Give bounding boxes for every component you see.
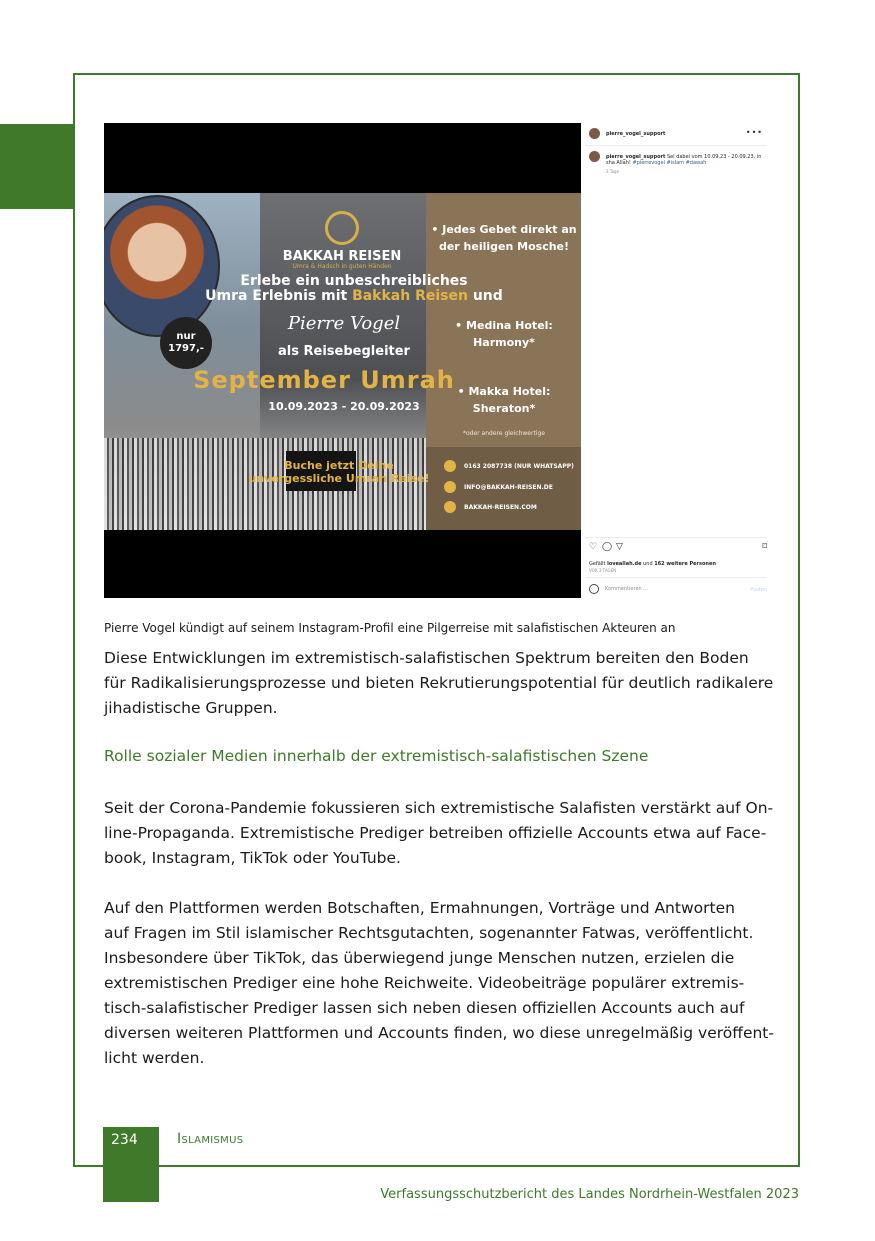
contact-email-text: INFO@BAKKAH-REISEN.DE [464, 483, 553, 491]
likes-suffix: und [641, 561, 655, 567]
caption-text: Sei dabei vom 10.09.23 - 20.09.23, in sha Allah! [606, 154, 762, 166]
headline-2-end: und [467, 288, 503, 304]
paragraph-line: line-Propaganda. Extremistische Prediger betreiben offizielle Accounts etwa auf Face- [104, 824, 767, 842]
likes-line [589, 561, 716, 567]
advert-headline-2 [204, 288, 504, 304]
paragraph-line: licht werden. [104, 1049, 205, 1067]
paragraph-line: book, Instagram, TikTok oder YouTube. [104, 849, 401, 867]
bakkah-logo-icon [325, 211, 359, 245]
caption-avatar[interactable] [589, 151, 600, 162]
post-media [104, 123, 581, 598]
contact-phone [444, 460, 579, 472]
price-prefix: nur [176, 331, 196, 342]
account-avatar[interactable] [589, 128, 600, 139]
caption-age: 3 Tage [606, 169, 620, 174]
paragraph-line: tisch-salafistischer Prediger lassen sich neben diesen offiziellen Accounts auch auf [104, 999, 745, 1017]
paragraph-2 [104, 796, 774, 871]
heart-icon[interactable]: ♡ [589, 542, 598, 552]
divider [585, 145, 767, 146]
paragraph-line: auf Fragen im Stil islamischer Rechtsgutachten, sogenannter Fatwas, veröffentlicht. [104, 924, 754, 942]
advert-note: *oder andere gleichwertige [463, 430, 545, 437]
more-options-icon[interactable]: ••• [745, 128, 763, 137]
section-heading: Rolle sozialer Medien innerhalb der extremistisch-salafistischen Szene [104, 747, 649, 765]
contact-web-text: BAKKAH-REISEN.COM [464, 503, 537, 511]
advert-bullet-3: • Makka Hotel: Sheraton* [457, 385, 551, 415]
location-icon [444, 501, 456, 513]
account-handle[interactable]: pierre_vogel_support [606, 131, 666, 137]
umrah-advert [104, 193, 581, 530]
instagram-sidebar [581, 123, 769, 598]
divider [585, 537, 767, 538]
cta-line-1: Buche jetzt Deine [284, 459, 394, 472]
paragraph-line: diversen weiteren Plattformen und Accounts finden, wo diese unregelmäßig veröffent- [104, 1024, 774, 1042]
cta-line-2: unvergessliche Umrah Reise! [248, 472, 430, 485]
caption-hashtags[interactable]: #pierrevogel #islam #dawah [632, 160, 707, 166]
paragraph-line: Seit der Corona-Pandemie fokussieren sich extremistische Salafisten verstärkt auf On- [104, 799, 774, 817]
advert-bullet-2: • Medina Hotel: Harmony* [455, 319, 553, 349]
divider [585, 577, 767, 578]
page-number: 234 [111, 1132, 138, 1148]
figure-caption: Pierre Vogel kündigt auf seinem Instagram-Profil eine Pilgerreise mit salafistischen Akteuren an [104, 621, 676, 635]
likes-user[interactable]: loveallah.de [607, 561, 642, 567]
emoji-icon[interactable] [589, 584, 599, 594]
paragraph-line: Diese Entwicklungen im extremistisch-salafistischen Spektrum bereiten den Boden [104, 649, 749, 667]
comment-icon[interactable]: ◯ [602, 542, 613, 552]
price-badge [160, 317, 212, 369]
headline-2-text: Umra Erlebnis mit [205, 288, 353, 304]
contact-phone-text: 0163 2087738 (NUR WHATSAPP) [464, 462, 574, 470]
comment-input[interactable] [589, 584, 767, 594]
comment-placeholder: Kommentieren ... [605, 586, 649, 592]
post-caption [606, 154, 766, 166]
paragraph-line: Auf den Plattformen werden Botschaften, Ermahnungen, Vorträge und Antworten [104, 899, 735, 917]
post-comment-button[interactable]: Posten [750, 587, 767, 593]
likes-prefix: Gefällt [589, 561, 608, 567]
page-number-box [103, 1127, 159, 1202]
paragraph-line: Insbesondere über TikTok, das überwiegend junge Menschen nutzen, erzielen die [104, 949, 735, 967]
contact-email [444, 481, 579, 493]
post-actions [589, 542, 767, 554]
paragraph-line: extremistischen Prediger eine hohe Reichweite. Videobeiträge populärer extremis- [104, 974, 745, 992]
advert-headline-3: als Reisebegleiter [278, 344, 410, 359]
share-icon[interactable]: ▽ [616, 542, 623, 552]
contact-web [444, 501, 579, 513]
event-dates: 10.09.2023 - 20.09.2023 [268, 400, 420, 413]
likes-count[interactable]: 162 weitere Personen [654, 561, 716, 567]
event-title: September Umrah [193, 366, 455, 394]
mail-icon [444, 481, 456, 493]
report-title: Verfassungsschutzbericht des Landes Nordrhein-Westfalen 2023 [380, 1187, 799, 1202]
instagram-screenshot [104, 123, 769, 598]
brand-name: BAKKAH REISEN [282, 249, 402, 264]
running-section-title: Islamismus [177, 1131, 244, 1147]
paragraph-3 [104, 896, 774, 1071]
paragraph-1 [104, 646, 774, 721]
price-value: 1797,- [168, 343, 204, 354]
paragraph-line: für Radikalisierungsprozesse und bieten Rekrutierungspotential für deutlich radikalere [104, 674, 774, 692]
post-age: VOR 3 TAGEN [589, 568, 617, 573]
advert-bullet-1: • Jedes Gebet direkt an der heiligen Mosche! [431, 223, 577, 253]
headline-2-brand: Bakkah Reisen [352, 288, 468, 304]
advert-headline-1: Erlebe ein unbeschreibliches [240, 273, 468, 289]
brand-tagline: Umra & Hadsch in guten Händen [292, 263, 392, 270]
phone-icon [444, 460, 456, 472]
side-tab-marker [0, 124, 75, 209]
paragraph-line: jihadistische Gruppen. [104, 699, 278, 717]
caption-username[interactable]: pierre_vogel_support [606, 154, 666, 160]
signature: Pierre Vogel [287, 313, 401, 334]
bookmark-icon[interactable]: ⌑ [762, 542, 767, 552]
